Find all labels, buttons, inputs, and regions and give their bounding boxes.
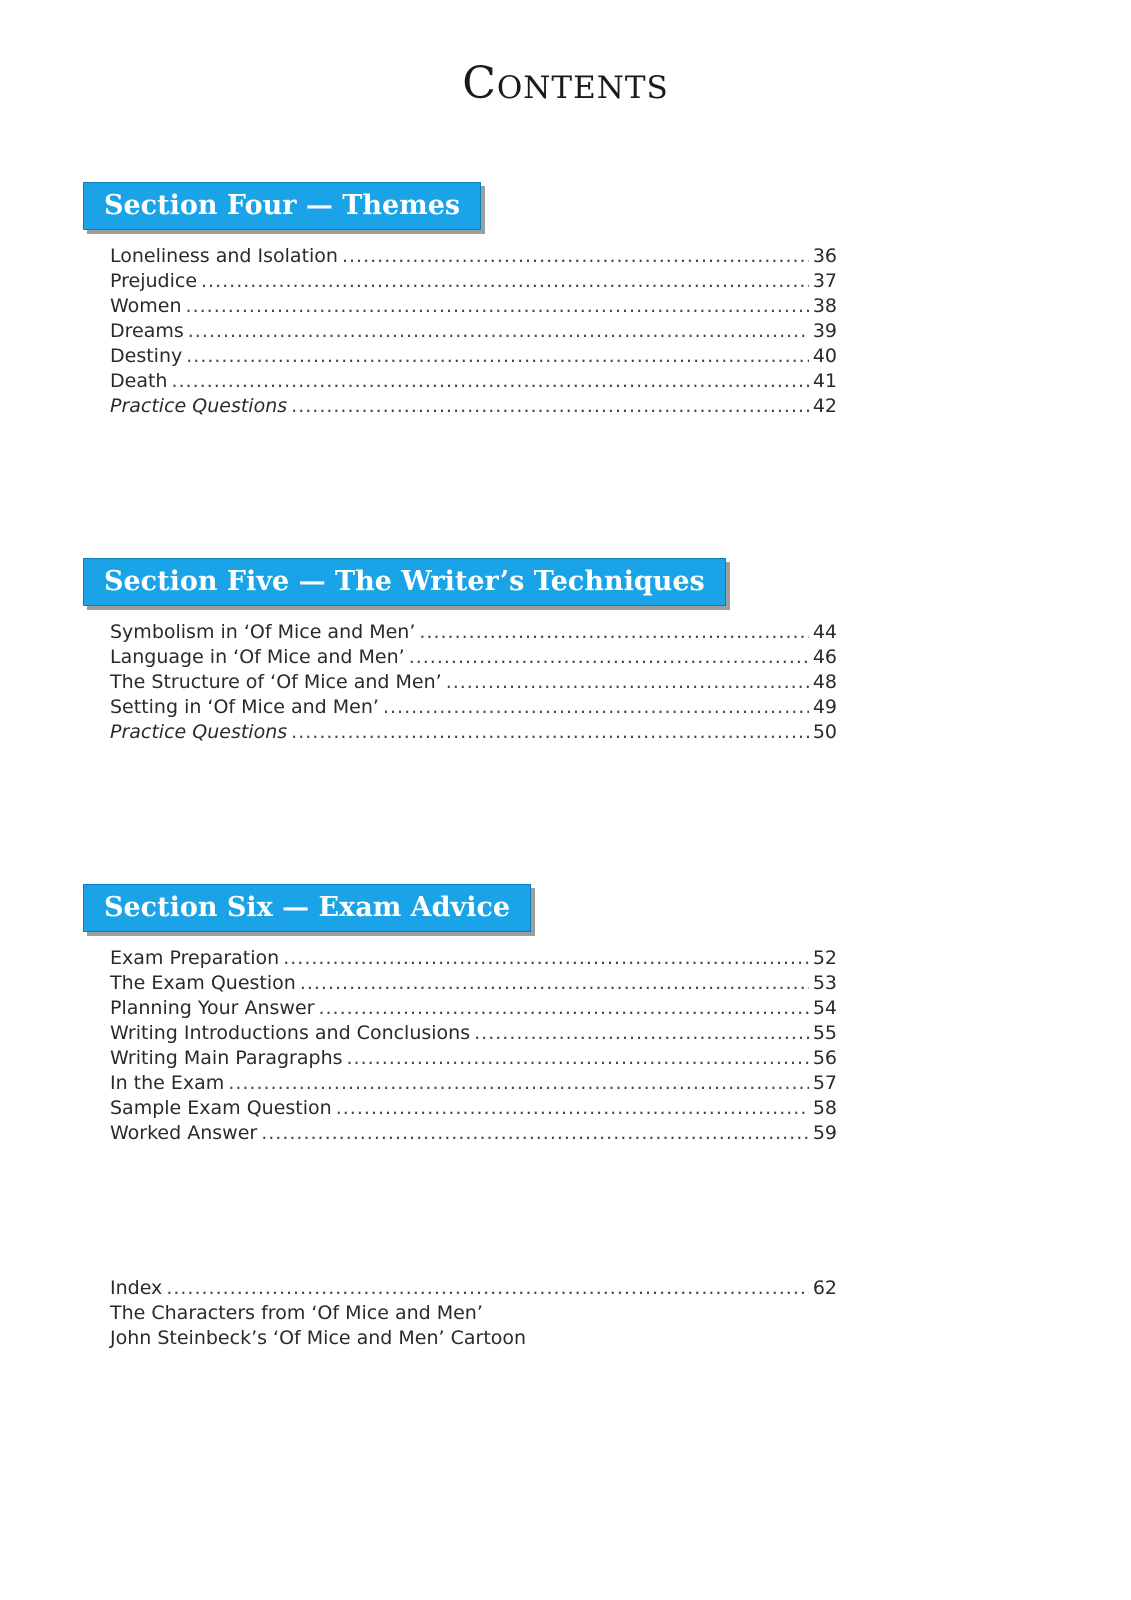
toc-entry-label: Women (110, 295, 182, 317)
dot-leader (186, 344, 809, 369)
section-exam-advice (83, 884, 837, 1146)
toc-entry (110, 996, 837, 1021)
toc-entry-label: Practice Questions (110, 395, 288, 417)
toc-entry-page: 52 (812, 947, 837, 969)
dot-leader (201, 269, 809, 294)
toc-entry-label: Practice Questions (110, 721, 288, 743)
toc-entry-label: Index (110, 1277, 163, 1299)
toc-entry-index (110, 1276, 837, 1301)
toc-entry (110, 394, 837, 419)
dot-leader (419, 620, 808, 645)
toc-entry (110, 1121, 837, 1146)
toc-entry-label: Worked Answer (110, 1122, 258, 1144)
toc-entry (110, 319, 837, 344)
toc-entry (110, 369, 837, 394)
toc-entry-label: Prejudice (110, 270, 198, 292)
dot-leader (186, 294, 809, 319)
section-themes (83, 182, 837, 419)
toc-entry (110, 695, 837, 720)
dot-leader (291, 394, 809, 419)
dot-leader (171, 369, 808, 394)
toc-entry-label: The Exam Question (110, 972, 296, 994)
toc-entry-page: 48 (812, 671, 837, 693)
section-header: Section Five — The Writer’s Techniques (83, 558, 726, 606)
section-header: Section Six — Exam Advice (83, 884, 531, 932)
toc-entry-page: 42 (812, 395, 837, 417)
dot-leader (347, 1046, 809, 1071)
dot-leader (261, 1121, 809, 1146)
toc-entry-page: 54 (812, 997, 837, 1019)
toc-list (110, 946, 837, 1146)
toc-entry-label: Loneliness and Isolation (110, 245, 338, 267)
toc-entry-page: 53 (812, 972, 837, 994)
toc-entry-label: Dreams (110, 320, 184, 342)
section-writers-techniques (83, 558, 837, 745)
section-header: Section Four — Themes (83, 182, 481, 230)
dot-leader (474, 1021, 809, 1046)
toc-entry-page: 49 (812, 696, 837, 718)
toc-entry-page: 59 (812, 1122, 837, 1144)
toc-entry-page: 40 (812, 345, 837, 367)
toc-entry-page: 37 (812, 270, 837, 292)
toc-entry (110, 620, 837, 645)
toc-entry (110, 645, 837, 670)
toc-entry-page: 50 (812, 721, 837, 743)
toc-entry-label: Sample Exam Question (110, 1097, 332, 1119)
toc-entry-page: 56 (812, 1047, 837, 1069)
toc-entry (110, 670, 837, 695)
toc-entry (110, 344, 837, 369)
toc-entry (110, 1021, 837, 1046)
toc-entry-label: Planning Your Answer (110, 997, 315, 1019)
toc-entry (110, 269, 837, 294)
toc-list (110, 620, 837, 745)
dot-leader (342, 244, 809, 269)
toc-entry (110, 1096, 837, 1121)
dot-leader (383, 695, 809, 720)
back-matter-item: The Characters from ‘Of Mice and Men’ (110, 1302, 483, 1324)
toc-entry-label: Destiny (110, 345, 183, 367)
toc-entry-label: Symbolism in ‘Of Mice and Men’ (110, 621, 416, 643)
dot-leader (300, 971, 809, 996)
back-matter (110, 1276, 837, 1351)
dot-leader (188, 319, 809, 344)
dot-leader (446, 670, 809, 695)
toc-entry-label: The Structure of ‘Of Mice and Men’ (110, 671, 442, 693)
page-title: Contents (462, 58, 669, 109)
toc-entry-page: 41 (812, 370, 837, 392)
toc-entry-page: 38 (812, 295, 837, 317)
toc-entry (110, 294, 837, 319)
back-matter-item: John Steinbeck’s ‘Of Mice and Men’ Cartoon (110, 1327, 527, 1349)
toc-entry (110, 946, 837, 971)
toc-entry (110, 244, 837, 269)
toc-entry-page: 57 (812, 1072, 837, 1094)
toc-entry-page: 58 (812, 1097, 837, 1119)
dot-leader (166, 1276, 809, 1301)
toc-entry-page: 46 (812, 646, 837, 668)
toc-entry-label: Exam Preparation (110, 947, 280, 969)
toc-entry (110, 971, 837, 996)
dot-leader (336, 1096, 809, 1121)
toc-entry-label: Language in ‘Of Mice and Men’ (110, 646, 405, 668)
dot-leader (409, 645, 809, 670)
toc-entry-page: 55 (812, 1022, 837, 1044)
dot-leader (291, 720, 809, 745)
toc-entry (110, 1071, 837, 1096)
toc-entry-page: 62 (812, 1277, 837, 1299)
toc-list (110, 244, 837, 419)
toc-entry (110, 1046, 837, 1071)
dot-leader (318, 996, 808, 1021)
toc-entry-label: In the Exam (110, 1072, 225, 1094)
toc-entry-label: Setting in ‘Of Mice and Men’ (110, 696, 379, 718)
toc-entry (110, 720, 837, 745)
toc-entry-page: 39 (812, 320, 837, 342)
toc-entry-page: 36 (812, 245, 837, 267)
toc-entry-label: Death (110, 370, 168, 392)
dot-leader (283, 946, 809, 971)
toc-entry-label: Writing Main Paragraphs (110, 1047, 343, 1069)
toc-entry-page: 44 (812, 621, 837, 643)
toc-entry-label: Writing Introductions and Conclusions (110, 1022, 471, 1044)
dot-leader (228, 1071, 809, 1096)
